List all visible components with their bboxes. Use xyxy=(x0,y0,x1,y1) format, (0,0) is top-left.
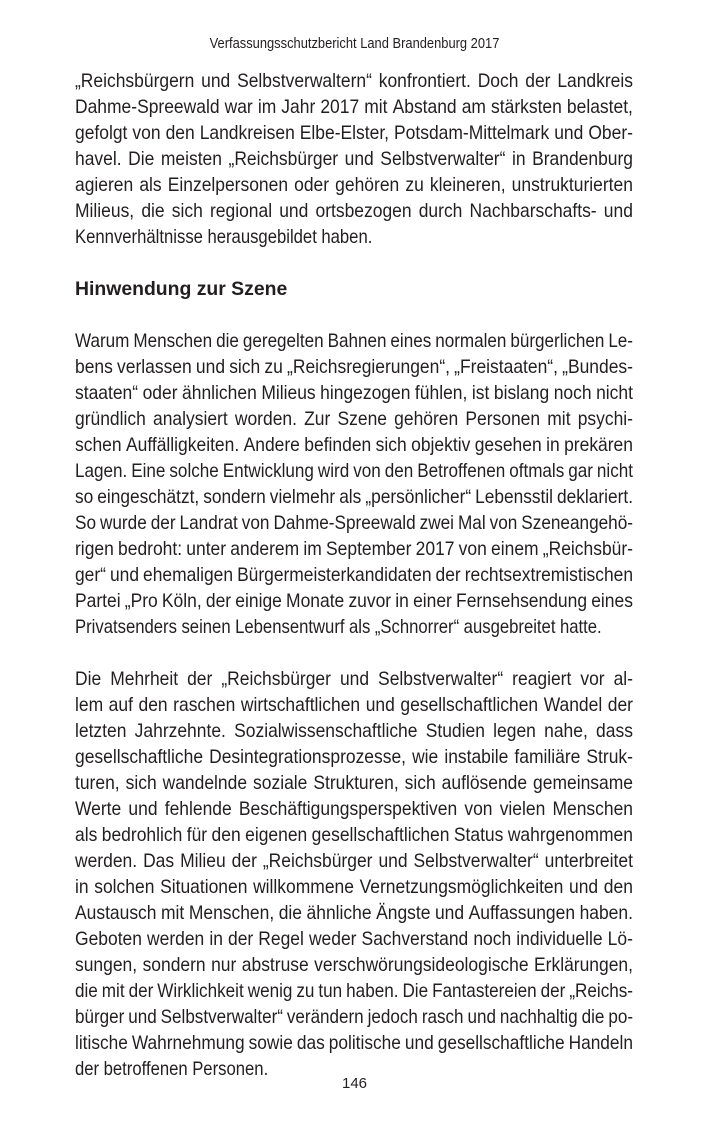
text-line: Kennverhältnisse herausgebildet haben. xyxy=(75,226,373,248)
paragraph xyxy=(75,666,633,1082)
body-text xyxy=(75,68,633,1108)
section-heading: Hinwendung zur Szene xyxy=(75,278,288,300)
text-line: der betroffenen Personen. xyxy=(75,1058,269,1080)
text-line: turen, sich wandelnde soziale Strukturen, sich auflösende gemeinsame xyxy=(75,772,633,794)
text-line: Geboten werden in der Regel weder Sachverstand noch individuelle Lö- xyxy=(75,928,633,950)
intro-paragraphs xyxy=(75,68,633,250)
page-number: 146 xyxy=(341,1075,368,1092)
text-line: gefolgt von den Landkreisen Elbe-Elster, Potsdam-Mittelmark und Ober- xyxy=(75,122,633,144)
text-line: Partei „Pro Köln, der einige Monate zuvor in einer Fernsehsendung eines xyxy=(75,590,633,612)
text-line: Die Mehrheit der „Reichsbürger und Selbstverwalter“ reagiert vor al- xyxy=(75,668,633,690)
running-header: Verfassungsschutzbericht Land Brandenburg 2017 xyxy=(209,35,500,52)
text-line: gesellschaftliche Desintegrationsprozesse, wie instabile familiäre Struk- xyxy=(75,746,633,768)
text-line: bürger und Selbstverwalter“ verändern jedoch rasch und nachhaltig die po- xyxy=(75,1006,633,1028)
text-line: „Reichsbürgern und Selbstverwaltern“ konfrontiert. Doch der Landkreis xyxy=(75,70,633,92)
text-line: die mit der Wirklichkeit wenig zu tun haben. Die Fantastereien der „Reichs- xyxy=(75,980,633,1002)
paragraph xyxy=(75,68,633,250)
text-line: havel. Die meisten „Reichsbürger und Selbstverwalter“ in Brandenburg xyxy=(75,148,633,170)
text-line: rigen bedroht: unter anderem im September 2017 von einem „Reichsbür- xyxy=(75,538,633,560)
text-line: So wurde der Landrat von Dahme-Spreewald zwei Mal von Szeneangehö- xyxy=(75,512,633,534)
text-line: in solchen Situationen willkommene Vernetzungsmöglichkeiten und den xyxy=(75,876,633,898)
text-line: agieren als Einzelpersonen oder gehören zu kleineren, unstrukturierten xyxy=(75,174,633,196)
text-line: Lagen. Eine solche Entwicklung wird von den Betroffenen oftmals gar nicht xyxy=(75,460,633,482)
text-line: gründlich analysiert worden. Zur Szene gehören Personen mit psychi- xyxy=(75,408,633,430)
text-line: bens verlassen und sich zu „Reichsregierungen“, „Freistaaten“, „Bundes- xyxy=(75,356,633,378)
text-line: Milieus, die sich regional und ortsbezogen durch Nachbarschafts- und xyxy=(75,200,633,222)
text-line: ger“ und ehemaligen Bürgermeisterkandidaten der rechtsextremistischen xyxy=(75,564,633,586)
text-line: werden. Das Milieu der „Reichsbürger und Selbstverwalter“ unterbreitet xyxy=(75,850,633,872)
text-line: Privatsenders seinen Lebensentwurf als „Schnorrer“ ausgebreitet hatte. xyxy=(75,616,602,638)
text-line: staaten“ oder ähnlichen Milieus hingezogen fühlen, ist bislang noch nicht xyxy=(75,382,633,404)
text-line: litische Wahrnehmung sowie das politische und gesellschaftliche Handeln xyxy=(75,1032,633,1054)
text-line: Austausch mit Menschen, die ähnliche Ängste und Auffassungen haben. xyxy=(75,902,633,924)
text-line: Werte und fehlende Beschäftigungsperspektiven von vielen Menschen xyxy=(75,798,633,820)
paragraph xyxy=(75,328,633,640)
text-line: Warum Menschen die geregelten Bahnen eines normalen bürgerlichen Le- xyxy=(75,330,633,352)
text-line: lem auf den raschen wirtschaftlichen und gesellschaftlichen Wandel der xyxy=(75,694,633,716)
section-paragraphs xyxy=(75,328,633,1082)
text-line: so eingeschätzt, sondern vielmehr als „persönlicher“ Lebensstil deklariert. xyxy=(75,486,633,508)
text-line: sungen, sondern nur abstruse verschwörungsideologische Erklärungen, xyxy=(75,954,633,976)
text-line: schen Auffälligkeiten. Andere befinden sich objektiv gesehen in prekären xyxy=(75,434,633,456)
text-line: letzten Jahrzehnte. Sozialwissenschaftliche Studien legen nahe, dass xyxy=(75,720,633,742)
text-line: als bedrohlich für den eigenen gesellschaftlichen Status wahrgenommen xyxy=(75,824,633,846)
text-line: Dahme-Spreewald war im Jahr 2017 mit Abstand am stärksten belastet, xyxy=(75,96,633,118)
